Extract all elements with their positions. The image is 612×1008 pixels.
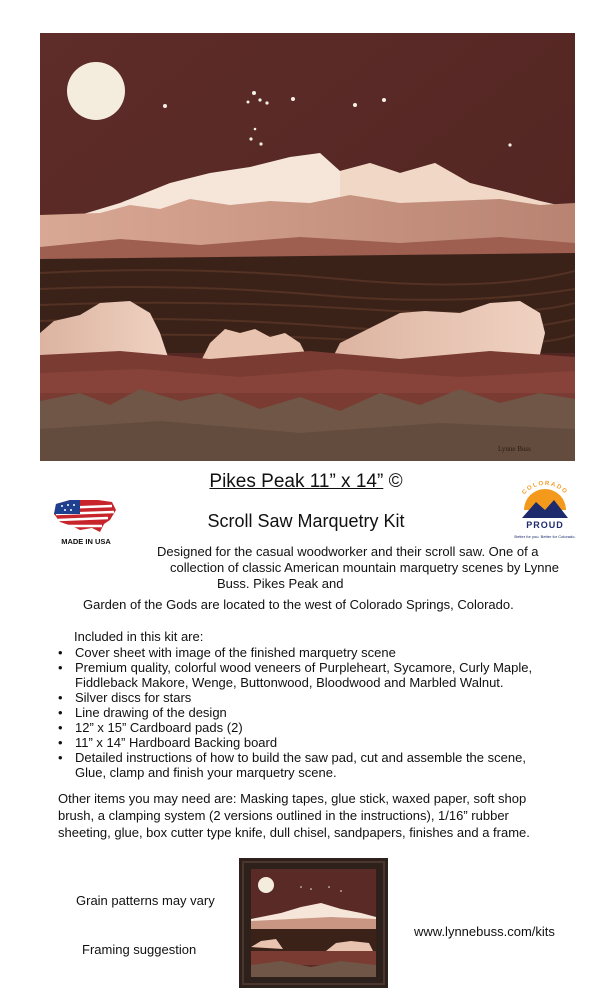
list-item: Glue, clamp and finish your marquetry scene.: [75, 765, 337, 780]
proud-tagline: Better for you. Better for Colorado.: [514, 534, 576, 539]
kit-title-name: Pikes Peak 11” x 14”: [209, 471, 384, 492]
list-item: • Detailed instructions of how to build the saw pad, cut and assemble the scene,: [58, 750, 598, 765]
list-item: • Line drawing of the design: [58, 705, 598, 720]
list-item: Fiddleback Makore, Wenge, Buttonwood, Bloodwood and Marbled Walnut.: [75, 675, 504, 690]
list-item: • Premium quality, colorful wood veneers of Purpleheart, Sycamore, Curly Maple,: [58, 660, 598, 675]
marquetry-scene-image: [40, 33, 575, 461]
proud-word: PROUD: [526, 520, 564, 530]
description-line: Garden of the Gods are located to the west of Colorado Springs, Colorado.: [83, 597, 514, 612]
made-in-usa-label: MADE IN USA: [61, 537, 111, 546]
moon: [67, 62, 125, 120]
made-in-usa-badge: [50, 492, 122, 548]
included-list: [58, 645, 598, 780]
description-line: Designed for the casual woodworker and their scroll saw. One of a: [157, 544, 539, 559]
list-item: • Cover sheet with image of the finished marquetry scene: [58, 645, 598, 660]
grain-note: Grain patterns may vary: [76, 893, 215, 908]
description-line: collection of classic American mountain marquetry scenes by Lynne: [170, 560, 559, 575]
description-line: Buss. Pikes Peak and: [217, 576, 344, 591]
list-item: • 11” x 14” Hardboard Backing board: [58, 735, 598, 750]
artist-signature: Lynne Buss: [498, 445, 531, 453]
copyright-symbol: ©: [388, 471, 403, 492]
proud-arc-text: COLORADO: [521, 480, 569, 497]
other-items-line: sheeting, glue, box cutter type knife, dull chisel, sandpapers, finishes and a frame.: [58, 825, 530, 840]
framed-scene-thumbnail: [239, 858, 388, 988]
colorado-proud-badge: [508, 478, 582, 550]
list-item: • 12” x 15” Cardboard pads (2): [58, 720, 598, 735]
sun-mountain-icon: [522, 489, 568, 518]
other-items-paragraph: [58, 790, 578, 841]
usa-map-flag-icon: [54, 500, 116, 532]
other-items-line: Other items you may need are: Masking tapes, glue stick, waxed paper, soft shop: [58, 791, 527, 806]
other-items-line: brush, a clamping system (2 versions outlined in the instructions), 1/16” rubber: [58, 808, 509, 823]
included-heading: Included in this kit are:: [74, 629, 204, 644]
kit-subtitle: Scroll Saw Marquetry Kit: [207, 511, 405, 531]
list-item: • Silver discs for stars: [58, 690, 598, 705]
website-link[interactable]: www.lynnebuss.com/kits: [414, 924, 555, 939]
framing-note: Framing suggestion: [82, 942, 197, 957]
